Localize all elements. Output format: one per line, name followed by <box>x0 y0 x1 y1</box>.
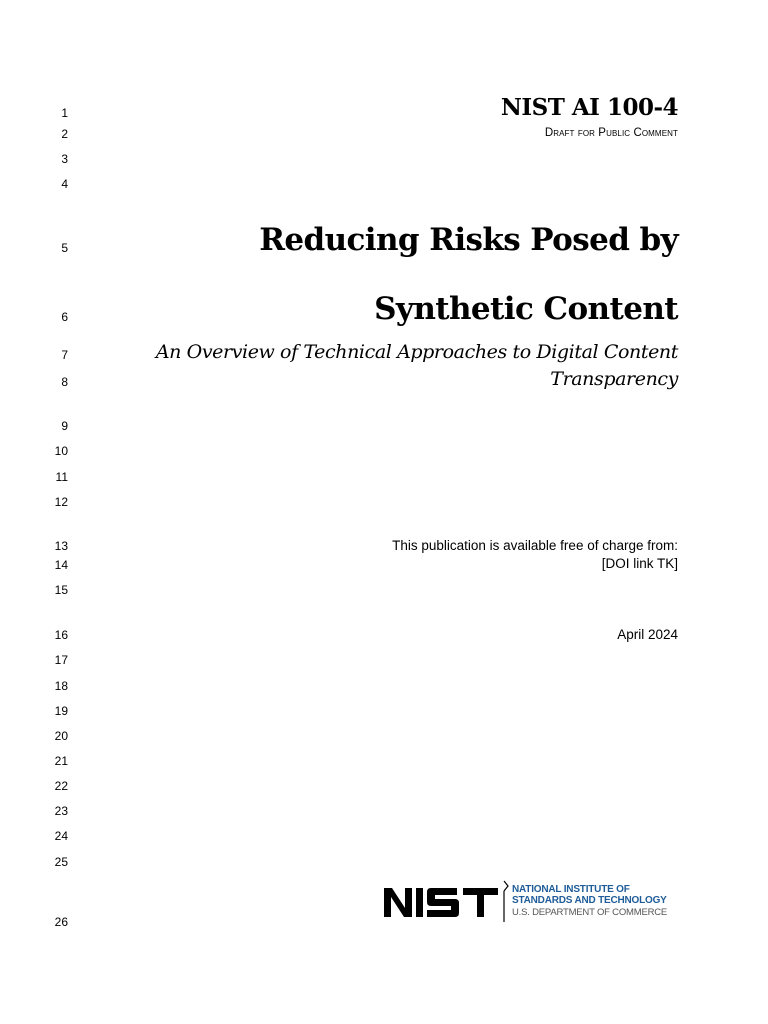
line-number: 1 <box>61 106 68 120</box>
line-number: 23 <box>54 804 68 818</box>
line-number: 5 <box>61 241 68 255</box>
publication-date: April 2024 <box>617 627 678 642</box>
line-number: 22 <box>54 779 68 793</box>
availability-statement: This publication is available free of charge from: <box>392 538 678 553</box>
line-number: 19 <box>54 704 68 718</box>
title-line-2: Synthetic Content <box>374 291 678 327</box>
line-number: 15 <box>54 583 68 597</box>
line-number: 9 <box>61 419 68 433</box>
line-number: 10 <box>54 444 68 458</box>
nist-wordmark-icon <box>383 880 505 922</box>
subtitle-line-1: An Overview of Technical Approaches to Digital Content <box>155 341 678 363</box>
title-line-1: Reducing Risks Posed by <box>259 222 678 258</box>
nist-logo <box>383 880 683 922</box>
line-number: 11 <box>55 470 68 484</box>
document-number: NIST AI 100-4 <box>500 94 678 121</box>
line-number: 7 <box>61 348 68 362</box>
logo-text-line-3: U.S. DEPARTMENT OF COMMERCE <box>512 907 668 918</box>
line-number: 4 <box>61 177 68 191</box>
subtitle-line-2: Transparency <box>550 368 678 390</box>
doi-link: [DOI link TK] <box>601 556 678 571</box>
line-number: 12 <box>54 495 68 509</box>
draft-label: Draft for Public Comment <box>544 127 678 139</box>
logo-text-line-1: NATIONAL INSTITUTE OF <box>512 884 630 895</box>
line-number: 16 <box>54 628 68 642</box>
line-number: 20 <box>54 729 68 743</box>
line-number: 24 <box>54 829 68 843</box>
line-number: 17 <box>54 653 68 667</box>
line-number: 13 <box>54 539 68 553</box>
line-number: 2 <box>61 127 68 141</box>
line-number: 25 <box>54 855 68 869</box>
line-number: 21 <box>54 754 68 768</box>
line-number: 18 <box>54 679 68 693</box>
logo-text-line-2: STANDARDS AND TECHNOLOGY <box>512 895 667 906</box>
line-number: 26 <box>54 915 68 929</box>
line-number: 3 <box>61 152 68 166</box>
logo-divider-icon <box>501 880 511 922</box>
line-number: 8 <box>61 375 68 389</box>
line-number: 6 <box>61 310 68 324</box>
line-number: 14 <box>54 558 68 572</box>
